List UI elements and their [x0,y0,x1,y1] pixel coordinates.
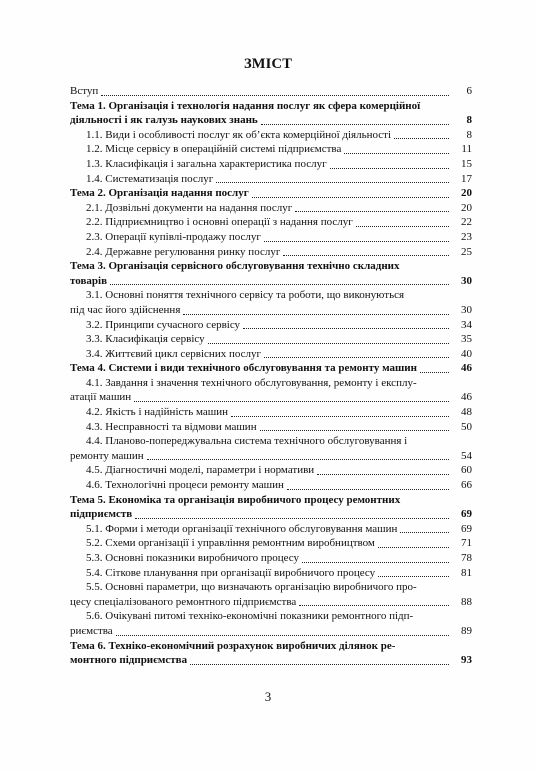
dot-leader [101,95,449,96]
toc-entry-page: 35 [461,333,472,346]
dot-leader [264,357,449,358]
dot-leader [135,518,449,519]
toc-entry [70,609,472,624]
toc-entry-text: 4.4. Планово-попереджувальна система технічного обслуговування і [86,435,408,448]
toc-entry-text: Тема 1. Організація і технологія надання послуг як сфера комерційної [70,99,421,112]
toc-entry [70,288,472,303]
toc-entry-text: атації машин [70,391,132,404]
toc-entry [70,624,472,639]
dot-leader [216,182,449,183]
toc-entry-page: 71 [461,537,472,550]
toc-entry-text: 5.4. Сіткове планування при організації виробничого процесу [86,566,376,579]
toc-entry-page: 20 [461,201,472,214]
dot-leader [231,416,449,417]
toc-entry-page: 69 [461,508,472,521]
toc-entry [70,463,472,478]
toc-entry-page: 50 [461,420,472,433]
dot-leader [299,605,449,606]
toc-entry [70,215,472,230]
toc-entry [70,639,472,654]
toc-entry [70,347,472,362]
toc-entry-text: 4.1. Завдання і значення технічного обслуговування, ремонту і експлу- [86,376,417,389]
toc-entry [70,522,472,537]
toc-entry-text: 1.4. Систематизація послуг [86,172,214,185]
toc-entry [70,390,472,405]
dot-leader [344,153,449,154]
toc-entry-page: 78 [461,552,472,564]
dot-leader [302,562,449,563]
table-of-contents [70,84,472,668]
toc-entry-text: Тема 5. Економіка та організація виробничого процесу ремонтних [70,493,401,506]
toc-entry-text: 5.5. Основні параметри, що визначають організацію виробничого про- [86,581,417,594]
toc-entry-text: 1.2. Місце сервісу в операційній системі підприємства [86,143,342,156]
toc-entry-text: риємства [70,624,113,637]
toc-entry [70,420,472,435]
dot-leader [264,241,449,242]
toc-entry-text: 3.2. Принципи сучасного сервісу [86,318,241,331]
dot-leader [147,459,449,460]
toc-entry [70,245,472,260]
toc-entry-page: 8 [466,114,472,127]
toc-entry-page: 25 [461,245,472,258]
dot-leader [116,635,449,636]
toc-entry [70,142,472,157]
toc-entry [70,595,472,610]
toc-entry [70,566,472,581]
toc-entry-text: 2.3. Операції купівлі-продажу послуг [86,230,261,243]
toc-entry [70,84,472,99]
toc-entry [70,507,472,522]
toc-entry-page: 30 [461,303,472,316]
dot-leader [400,532,449,533]
toc-entry-text: 5.2. Схеми організації і управління ремонтним виробництвом [86,537,375,550]
toc-entry-text: товарів [70,274,108,287]
toc-entry-text: 3.3. Класифікація сервісу [86,333,205,346]
toc-entry [70,332,472,347]
toc-entry-page: 88 [461,595,472,608]
toc-entry-text: 5.3. Основні показники виробничого процесу [86,552,300,564]
toc-entry-page: 89 [461,624,472,637]
toc-entry [70,536,472,551]
toc-entry-page: 30 [461,274,472,287]
dot-leader [190,664,449,665]
toc-entry-text: 3.4. Життєвий цикл сервісних послуг [86,347,262,360]
toc-entry [70,449,472,464]
toc-entry-page: 66 [461,479,472,492]
dot-leader [317,474,449,475]
toc-entry-text: 2.4. Державне регулювання ринку послуг [86,245,281,258]
toc-entry [70,361,472,376]
toc-entry-page: 6 [466,85,472,97]
toc-entry-text: 2.2. Підприємництво і основні операції з надання послуг [86,216,353,229]
dot-leader [356,226,449,227]
toc-entry-text: під час його здійснення [70,303,181,316]
toc-entry [70,99,472,114]
dot-leader [295,211,449,212]
toc-entry-page: 15 [461,157,472,170]
toc-entry [70,172,472,187]
toc-entry [70,186,472,201]
toc-entry-text: Вступ [70,85,99,97]
dot-leader [110,284,449,285]
toc-entry [70,580,472,595]
dot-leader [394,138,449,139]
toc-entry-text: 1.3. Класифікація і загальна характеристика послуг [86,157,327,170]
toc-entry-page: 60 [461,464,472,477]
toc-entry-page: 40 [461,347,472,360]
toc-entry [70,230,472,245]
toc-entry [70,259,472,274]
toc-entry [70,434,472,449]
dot-leader [261,124,449,125]
toc-entry-page: 22 [461,216,472,229]
toc-entry [70,551,472,566]
toc-entry-text: 4.2. Якість і надійність машин [86,406,228,419]
toc-entry-text: Тема 2. Організація надання послуг [70,187,249,200]
toc-entry-text: 4.3. Несправності та відмови машин [86,420,257,433]
toc-entry-text: цесу спеціалізованого ремонтного підприємства [70,595,297,608]
toc-entry [70,303,472,318]
toc-entry [70,201,472,216]
toc-entry [70,128,472,143]
dot-leader [420,372,449,373]
toc-entry-page: 8 [466,128,472,141]
dot-leader [378,547,449,548]
toc-entry-text: 4.6. Технологічні процеси ремонту машин [86,479,284,492]
dot-leader [183,314,449,315]
dot-leader [283,255,449,256]
dot-leader [378,576,449,577]
toc-entry-page: 81 [461,566,472,579]
toc-entry-page: 46 [461,391,472,404]
toc-entry-page: 46 [461,362,472,375]
toc-entry-text: 3.1. Основні поняття технічного сервісу та роботи, що виконуються [86,289,405,302]
toc-entry [70,274,472,289]
toc-entry-text: монтного підприємства [70,654,188,667]
toc-entry-text: 5.6. Очікувані питомі техніко-економічні показники ремонтного підп- [86,610,414,623]
page-number: 3 [264,689,272,704]
toc-entry [70,157,472,172]
toc-entry-page: 69 [461,522,472,535]
toc-entry-page: 23 [461,230,472,243]
toc-entry-text: 4.5. Діагностичні моделі, параметри і нормативи [86,464,315,477]
dot-leader [287,489,449,490]
dot-leader [330,168,449,169]
toc-entry [70,653,472,668]
toc-entry-page: 34 [461,318,472,331]
dot-leader [243,328,449,329]
toc-entry [70,478,472,493]
toc-entry-page: 20 [461,187,472,200]
toc-entry-text: ремонту машин [70,449,144,462]
toc-entry [70,113,472,128]
toc-entry [70,318,472,333]
dot-leader [208,343,449,344]
toc-entry-page: 11 [461,143,472,156]
toc-entry [70,376,472,391]
toc-entry-text: Тема 4. Системи і види технічного обслуговування та ремонту машин [70,362,417,375]
toc-entry-page: 17 [461,172,472,185]
dot-leader [260,430,449,431]
toc-entry-text: Тема 3. Організація сервісного обслуговування технічно складних [70,260,400,273]
toc-entry-page: 48 [461,406,472,419]
toc-entry-page: 93 [461,654,472,667]
toc-title: ЗМІСТ [243,56,293,72]
toc-entry-text: 5.1. Форми і методи організації технічного обслуговування машин [86,522,398,535]
toc-entry-text: 2.1. Дозвільні документи на надання послуг [86,201,293,214]
toc-entry-text: Тема 6. Техніко-економічний розрахунок виробничих ділянок ре- [70,639,396,652]
dot-leader [252,197,449,198]
toc-entry [70,405,472,420]
toc-entry-text: діяльності і як галузь наукових знань [70,114,258,127]
toc-entry-text: підприємств [70,508,133,521]
toc-entry-page: 54 [461,449,472,462]
dot-leader [134,401,449,402]
toc-entry-text: 1.1. Види і особливості послуг як об’єкта комерційної діяльності [86,128,392,141]
toc-entry [70,493,472,508]
